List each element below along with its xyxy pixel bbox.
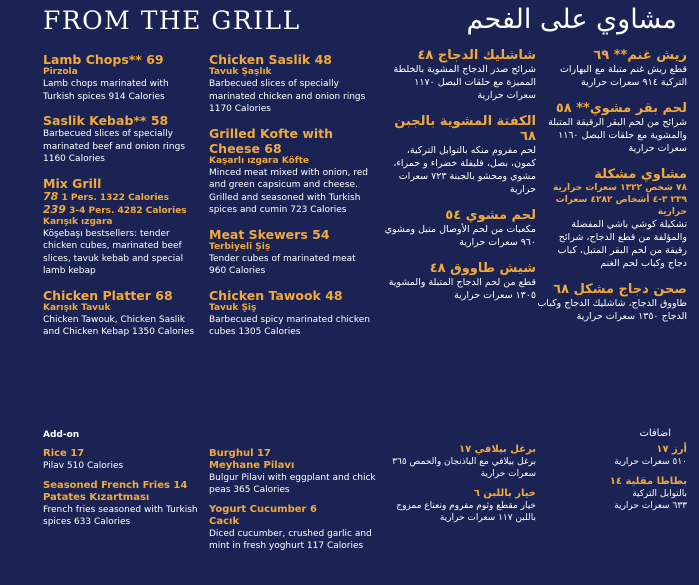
menu-item-ar-chicken-platter <box>537 282 687 323</box>
item-subtitle: Karışık Tavuk <box>43 302 111 313</box>
item-description: لحم مفروم منكه بالتوابل التركية، كمون، بصل، فليفلة خضراء و حمراء، مشوي ومحشو بالجبنة ٧٢٣ سعرات حرارية <box>393 145 536 195</box>
menu-title-ar: مشاوي على الفحم <box>466 4 677 35</box>
item-description: Minced meat mixed with onion, red and green capsicum and cheese. Grilled and seasoned with Turkish spices and cumin 723 Calories <box>209 167 369 215</box>
english-column-2 <box>209 52 374 349</box>
menu-item-ar-saslik-kebab <box>537 101 687 155</box>
addon-line: ٥١٠ سعرات حرارية <box>614 457 687 467</box>
item-name: شاشليك الدجاج ٤٨ <box>417 48 536 63</box>
item-description: طاووق الدجاج، شاشليك الدجاج وكباب الدجاج ١٣٥٠ سعرات حرارية <box>537 298 687 322</box>
menu-item-lamb-chops <box>43 52 203 103</box>
addon-french-fries <box>43 480 208 528</box>
menu-item-meat-skewers <box>209 227 374 278</box>
item-name: لحم بقر مشوي** ٥٨ <box>555 101 687 116</box>
addon-name: أرز ١٧ <box>656 444 687 455</box>
addon-burghul <box>209 448 379 496</box>
item-subtitle: Tavuk Şiş <box>209 302 257 313</box>
item-subtitle: Kaşarlı ızgara Köfte <box>209 155 310 166</box>
item-description: Barbecued spicy marinated chicken cubes 1305 Calories <box>209 314 371 337</box>
menu-item-ar-kofte <box>384 114 536 196</box>
price-line-single: ٧٨ شخص ١٣٢٢ سعرات حرارية <box>553 183 687 193</box>
item-name: Lamb Chops** 69 <box>43 52 164 67</box>
addon-ar-fries <box>537 476 687 512</box>
menu-item-ar-lamb-chops <box>537 48 687 89</box>
menu-item-ar-mix-grill <box>537 167 687 270</box>
item-description: Lamb chops marinated with Turkish spices 914 Calories <box>43 79 169 102</box>
addon-subtitle: Patates Kızartması <box>43 492 150 503</box>
item-name: ريش غنم** ٦٩ <box>593 48 687 63</box>
addon-line: ٦٣٣ سعرات حرارية <box>614 501 687 511</box>
addon-line: Bulgur Pilavi with eggplant and chick peas 365 Calories <box>209 473 376 495</box>
arabic-column-1 <box>537 48 687 335</box>
addon-ar-burghul <box>384 444 536 480</box>
price: 78 <box>43 189 59 203</box>
addon-column-en-2 <box>209 448 379 560</box>
addon-name: برغل بيلافي ١٧ <box>458 444 536 455</box>
item-name: صحن دجاج مشكل ٦٨ <box>553 282 687 297</box>
addon-line: بالتوابل التركية <box>632 489 687 499</box>
item-name: Chicken Platter 68 <box>43 287 173 303</box>
item-name: Mix Grill <box>43 175 102 191</box>
addon-rice <box>43 448 208 472</box>
addon-line: Pilav 510 Calories <box>43 461 124 471</box>
price-line-group <box>43 204 203 217</box>
item-name: Chicken Tawook 48 <box>209 287 343 303</box>
price: 239 <box>43 202 66 216</box>
menu-item-chicken-saslik <box>209 52 374 116</box>
arabic-column-2 <box>384 48 536 314</box>
addon-column-ar-2 <box>384 444 536 532</box>
item-subtitle: Karışık ızgara <box>43 216 113 227</box>
item-description: قطع من لحم الدجاج المتبلة والمشوية ١٣٠٥ سعرات حرارية <box>388 277 536 301</box>
addon-name: خيار باللبن ٦ <box>473 488 536 499</box>
menu-title-en: FROM THE GRILL <box>43 6 301 35</box>
menu-item-ar-chicken-tawook <box>384 261 536 302</box>
item-name: مشاوي مشكلة <box>594 167 687 182</box>
addon-name: Yogurt Cucumber 6 <box>209 504 317 515</box>
item-description: Köşebaşı bestsellers: tender chicken cubes, marinated beef slices, tavuk kebab and special lamb kebap <box>43 228 184 276</box>
menu-item-saslik-kebab <box>43 113 203 166</box>
item-description: Chicken Tawouk, Chicken Saslik and Chicken Kebap 1350 Calories <box>43 314 195 337</box>
item-name: Chicken Saslik 48 <box>209 52 332 67</box>
item-name: Meat Skewers 54 <box>209 226 330 242</box>
item-subtitle: Terbiyeli Şiş <box>209 241 271 252</box>
english-column-1 <box>43 52 203 349</box>
menu-item-mix-grill <box>43 176 203 278</box>
price-text: 1 Pers. 1322 Calories <box>61 192 170 203</box>
item-description: شرائح من لحم البقر الرقيقة المتبلة والمشوية مع حلقات البصل ١١٦٠ سعرات حرارية <box>548 117 687 154</box>
item-name: Grilled Kofte with Cheese 68 <box>209 125 334 156</box>
price-line-group: ٢٣٩ ٣-٤ أشخاص ٤٢٨٢ سعرات حرارية <box>555 195 687 217</box>
price-line-single <box>43 191 203 204</box>
price-text: 3-4 Pers. 4282 Calories <box>69 205 187 216</box>
item-name: لحم مشوي ٥٤ <box>445 208 536 223</box>
addon-ar-rice <box>537 444 687 468</box>
addon-name: Rice 17 <box>43 448 85 459</box>
item-name: الكفتة المشوية بالجبن ٦٨ <box>394 114 536 144</box>
item-description: تشكيلة كوشي باشي المفضلة والمؤلفة من قطع الدجاج، شرائح رقيقة من لحم البقر المتبل، كباب دجاج وكباب لحم الغنم <box>557 219 687 269</box>
item-description: Barbecued slices of specially marinated chicken and onion rings 1170 Calories <box>209 79 366 114</box>
addon-line: French fries seasoned with Turkish spices 633 Calories <box>43 505 198 527</box>
addon-heading-ar: اضافات <box>639 428 671 439</box>
menu-item-chicken-platter <box>43 288 203 339</box>
item-description: شرائح صدر الدجاج المشوية بالخلطة المميزة مع حلقات البصل ١١٧٠ سعرات حرارية <box>393 64 536 101</box>
item-name: شيش طاووق ٤٨ <box>429 261 536 276</box>
item-description: Tender cubes of marinated meat 960 Calories <box>209 253 356 276</box>
addon-heading-en: Add-on <box>43 430 80 440</box>
item-description: Barbecued slices of specially marinated beef and onion rings 1160 Calories <box>43 129 186 164</box>
item-name: Saslik Kebab** 58 <box>43 113 169 128</box>
menu-item-chicken-tawook <box>209 288 374 339</box>
addon-subtitle: Cacık <box>209 516 240 527</box>
menu-item-grilled-kofte <box>209 126 374 217</box>
item-description: مكعبات من لحم الأوصال متبل ومشوي ٩٦٠ سعرات حرارية <box>384 224 536 248</box>
addon-column-ar-1 <box>537 444 687 520</box>
item-subtitle: Tavuk Şaşlık <box>209 67 272 77</box>
addon-line: برغل بيلافي مع الباذنجان والحمص ٣٦٥ سعرات حرارية <box>392 457 536 479</box>
addon-line: Diced cucumber, crushed garlic and mint in fresh yoghurt 117 Calories <box>209 529 372 551</box>
addon-ar-yogurt-cucumber <box>384 488 536 524</box>
menu-item-ar-chicken-saslik <box>384 48 536 102</box>
menu-item-ar-meat-skewers <box>384 208 536 249</box>
addon-subtitle: Meyhane Pilavı <box>209 460 295 471</box>
addon-name: بطاطا مقلية ١٤ <box>609 476 687 487</box>
addon-name: Burghul 17 <box>209 448 271 459</box>
addon-line: خيار مقطع وثوم مفروم ونعناع ممزوج باللبن ١١٧ سعرات حرارية <box>396 501 536 523</box>
addon-yogurt-cucumber <box>209 504 379 552</box>
item-subtitle: Pirzola <box>43 67 78 77</box>
addon-name: Seasoned French Fries 14 <box>43 480 188 491</box>
addon-column-en-1 <box>43 448 208 536</box>
item-description: قطع ريش غنم متبلة مع البهارات التركية ٩١٤ سعرات حرارية <box>559 64 687 88</box>
